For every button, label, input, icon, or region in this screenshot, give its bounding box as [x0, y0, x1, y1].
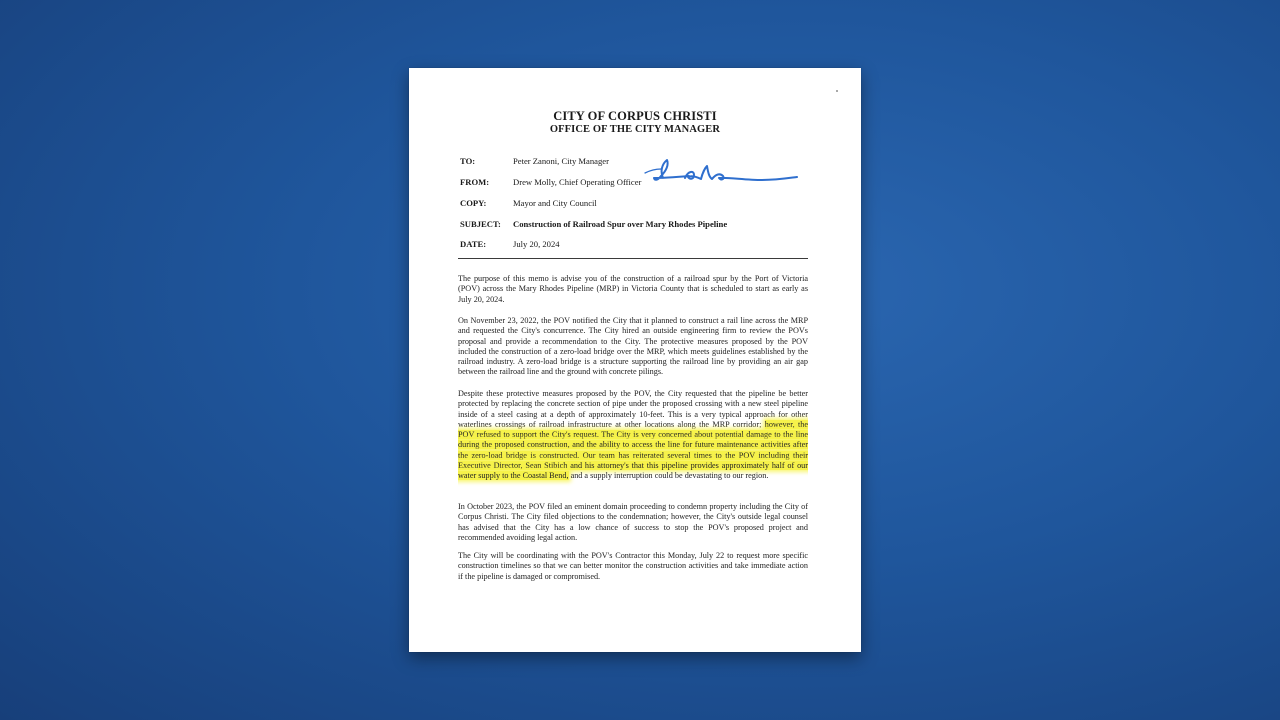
paragraph-background: On November 23, 2022, the POV notified the City that it planned to construct a rail line across the MRP and requested the City's concurrence. The City hired an outside engineering firm to review the POVs proposal and provide a recommendation to the City. The protective measures proposed by the POV included the construction of a zero-load bridge over the MRP, which meets guidelines established by the railroad industry. A zero-load bridge is a structure supporting the railroad line by providing an air gap between the railroad line and the ground with concrete pilings. [458, 316, 808, 377]
copy-value: Mayor and City Council [513, 198, 597, 208]
paragraph-eminent-domain: In October 2023, the POV filed an eminent domain proceeding to condemn property including the City of Corpus Christi. The City filed objections to the condemnation; however, the City's outside legal counsel has advised that the City has a low chance of success to stop the POV's proposed project and recommended avoiding legal action. [458, 502, 808, 542]
subject-label: SUBJECT: [460, 219, 501, 229]
date-label: DATE: [460, 239, 487, 249]
memo-page [409, 68, 861, 652]
letterhead-office: OFFICE OF THE CITY MANAGER [549, 124, 721, 135]
subject-value: Construction of Railroad Spur over Mary Rhodes Pipeline [513, 219, 728, 229]
date-value: July 20, 2024 [513, 239, 560, 249]
scan-speck [836, 90, 838, 92]
memo-letterhead [409, 109, 861, 137]
letterhead-city: CITY OF CORPUS CHRISTI [553, 109, 717, 123]
to-label: TO: [460, 156, 476, 166]
concerns-text-start: Despite these protective measures proposed by the POV, the City requested that the pipeline be better protected by replacing the concrete section of pipe under the proposed crossing with a new steel pipeline inside of a steel casing at a depth of approximately 10-feet. This is a very typical approach for other waterlines crossings of railroad infrastructure at other locations along the MRP corridor; [458, 389, 808, 429]
header-divider [458, 258, 808, 259]
signature-image [637, 156, 802, 196]
concerns-text-end: and a supply interruption could be devastating to our region. [568, 471, 769, 481]
copy-label: COPY: [460, 198, 487, 208]
paragraph-concerns [458, 389, 808, 482]
from-value: Drew Molly, Chief Operating Officer [513, 177, 642, 187]
to-value: Peter Zanoni, City Manager [513, 156, 609, 166]
paragraph-purpose: The purpose of this memo is advise you of the construction of a railroad spur by the Port of Victoria (POV) across the Mary Rhodes Pipeline (MRP) in Victoria County that is scheduled to start as early as July 20, 2024. [458, 274, 808, 304]
from-label: FROM: [460, 177, 490, 187]
paragraph-next-steps: The City will be coordinating with the POV's Contractor this Monday, July 22 to request more specific construction timelines so that we can better monitor the construction activities and take immediate action if the pipeline is damaged or compromised. [458, 551, 808, 581]
highlighted-text: however, the POV refused to support the City's request. The City is very concerned about potential damage to the line during the proposed construction, and the ability to access the line for future maintenance activities after the zero-load bridge is constructed. Our team has reiterated several times to the POV including their Executive Director, Sean Stibich and his attorney's that this pipeline provides approximately half of our water supply to the Coastal Bend, [458, 419, 808, 481]
